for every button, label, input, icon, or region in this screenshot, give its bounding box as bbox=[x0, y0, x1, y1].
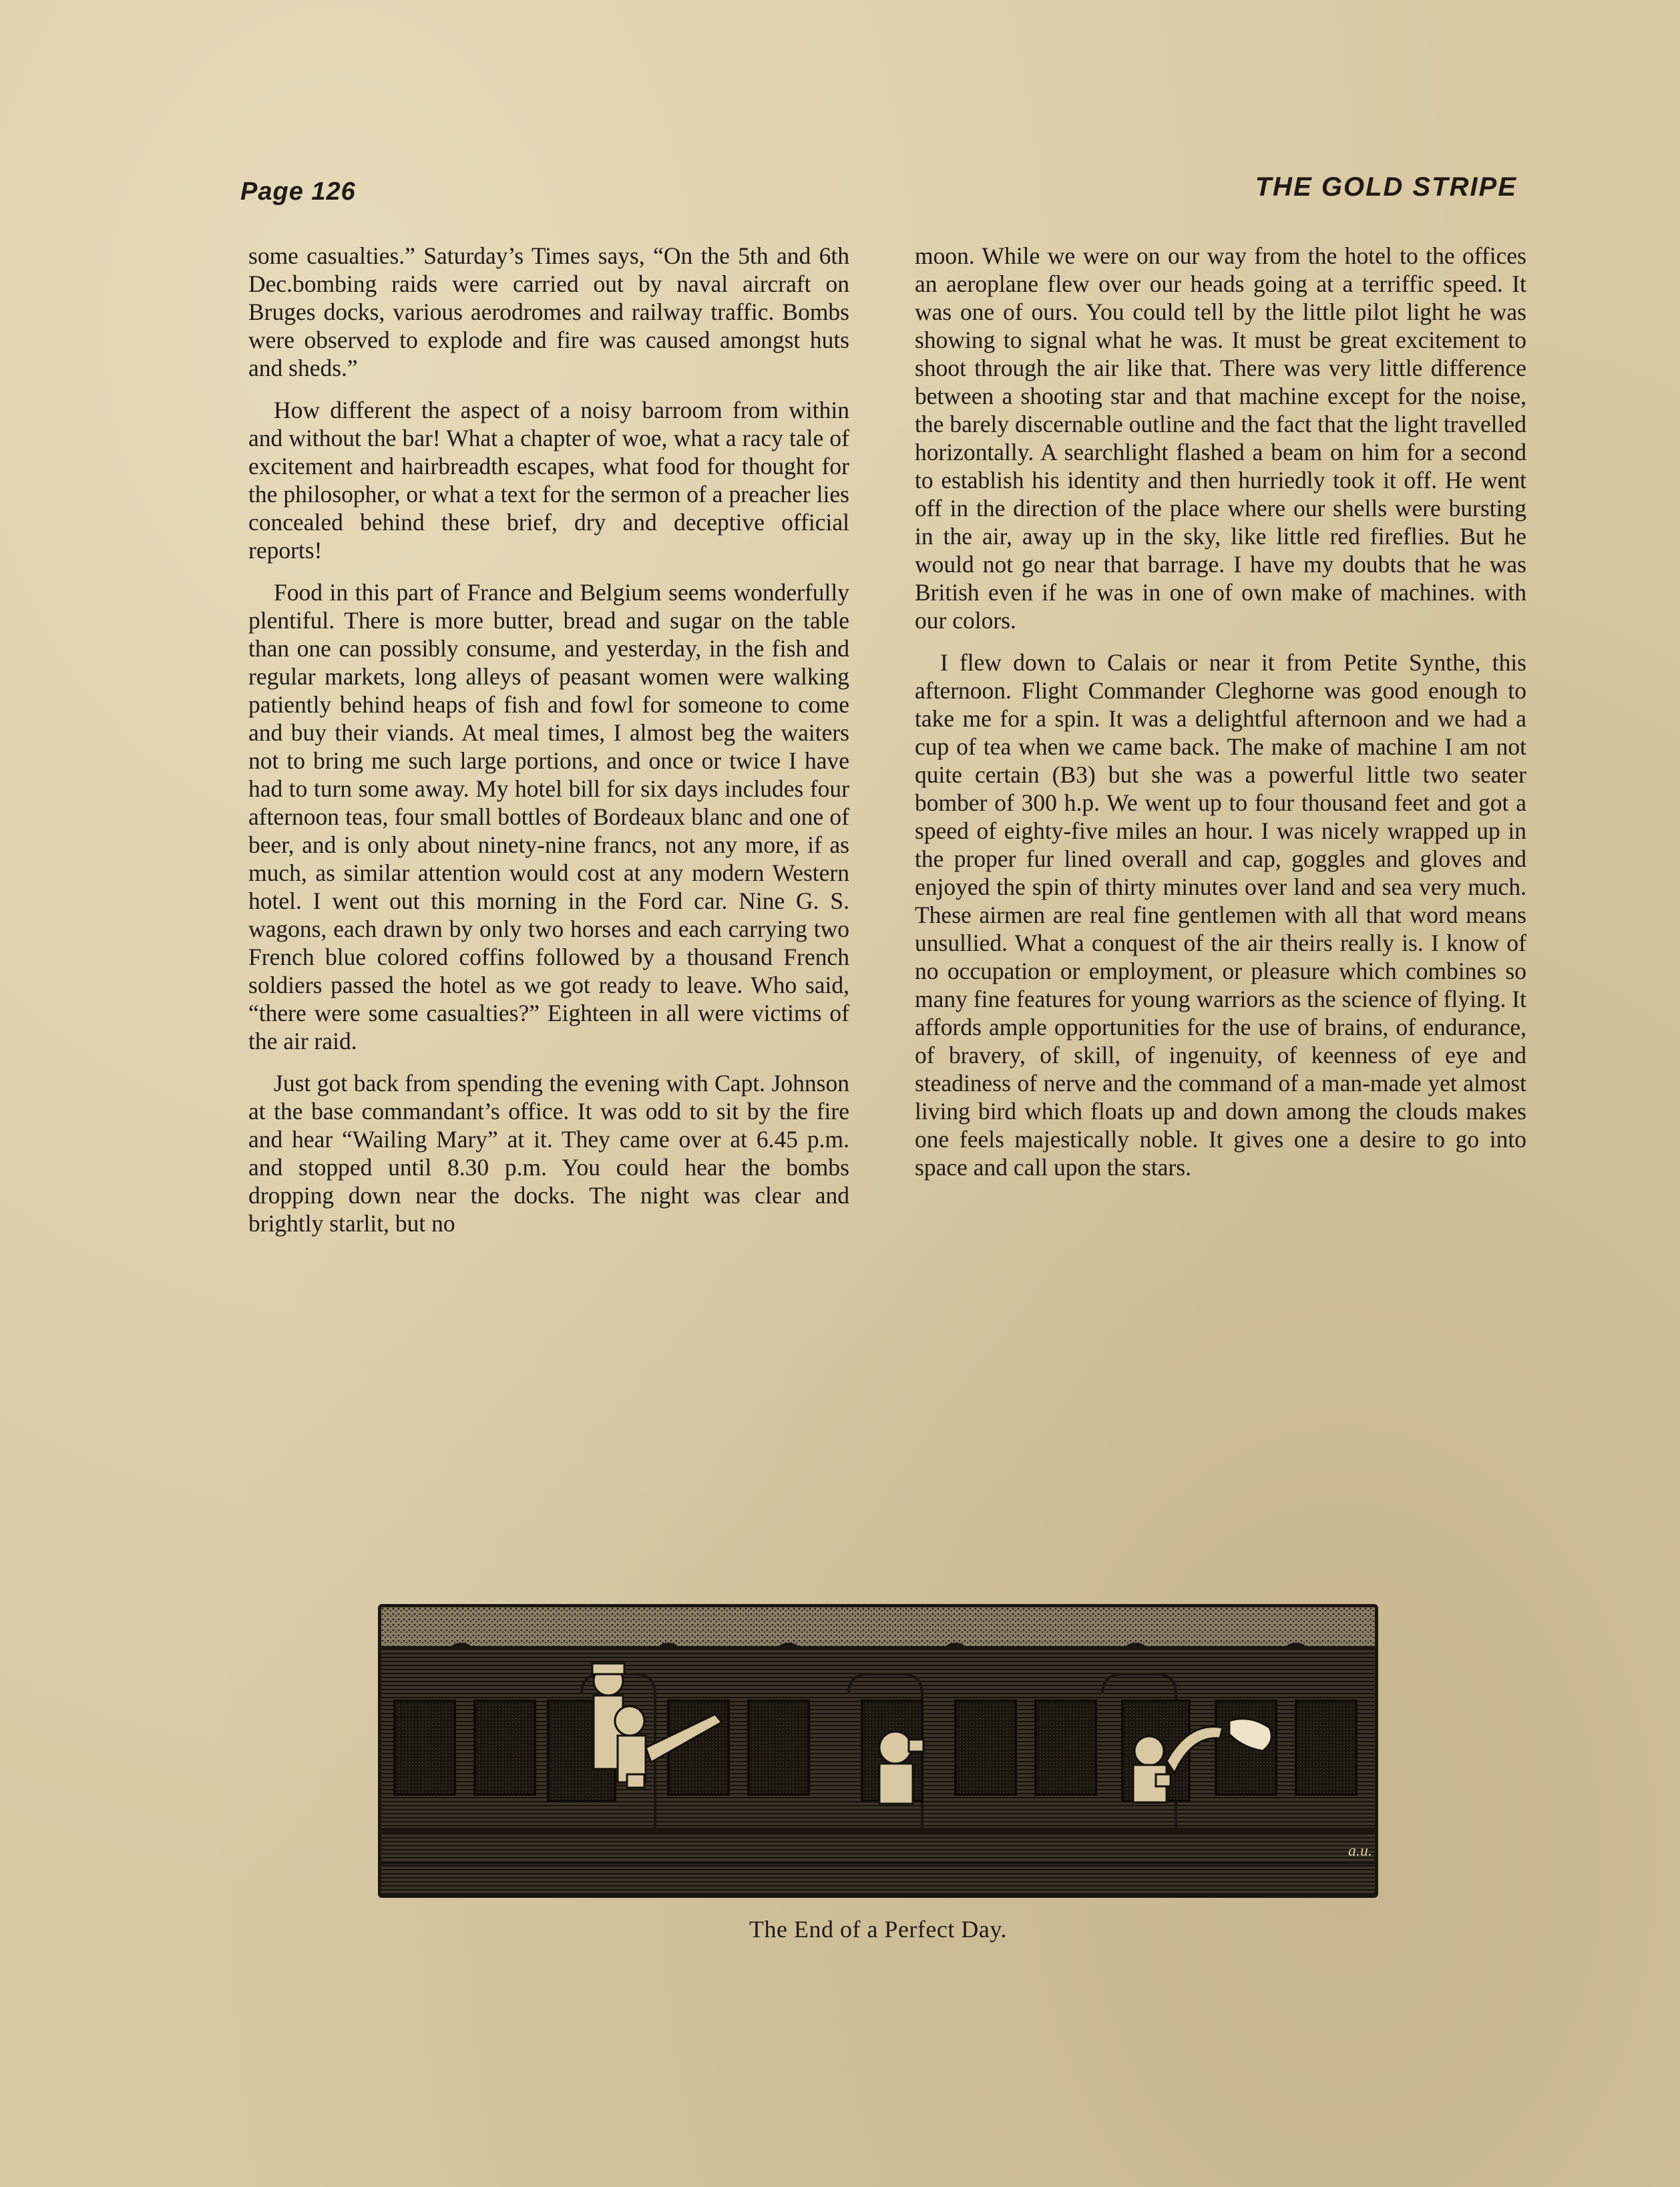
right-column bbox=[915, 242, 1526, 1195]
paragraph: some casualties.” Saturday’s Times says, “On the 5th and 6th Dec.bombing raids were carried out by naval aircraft on Bruges docks, various aerodromes and railway traffic. Bombs were observed to explode and fire was caused amongst huts and sheds.” bbox=[248, 242, 849, 381]
page-number: Page 126 bbox=[240, 178, 356, 206]
paragraph: Just got back from spending the evening with Capt. Johnson at the base commandant’s office. It was odd to sit by the fire and hear “Wailing Mary” at it. They came over at 6.45 p.m. and stopped until 8.30 p.m. You could hear the bombs dropping down near the docks. The night was clear and brightly starlit, but no bbox=[248, 1070, 849, 1237]
paragraph: How different the aspect of a noisy barroom from within and without the bar! What a chapter of woe, what a racy tale of excitement and hairbreadth escapes, what food for thought for the philosopher, or what a text for the sermon of a preacher lies concealed behind these brief, dry and deceptive official reports! bbox=[248, 397, 849, 564]
journal-title: THE GOLD STRIPE bbox=[1255, 172, 1517, 202]
paragraph: I flew down to Calais or near it from Petite Synthe, this afternoon. Flight Commander Cleghorne was good enough to take me for a spin. It was a delightful afternoon and we had a cup of tea when we came back. The make of machine I am not quite certain (B3) but she was a powerful little two seater bomber of 300 h.p. We went up to four thousand feet and got a speed of eighty-five miles an hour. I was nicely wrapped up in the proper fur lined overall and cap, goggles and gloves and enjoyed the spin of thirty minutes over land and sea very much. These airmen are real fine gentlemen with all that word means unsullied. What a conquest of the air theirs really is. I know of no occupation or employment, or pleasure which combines so many fine features for young warriors as the science of flying. It affords ample opportunities for the use of brains, of endurance, of bravery, of skill, of ingenuity, of keenness of eye and steadiness of nerve and the command of a man-made yet almost living bird which floats up and down among the clouds makes one feels majestically noble. It gives one a desire to go into space and call upon the stars. bbox=[915, 649, 1526, 1181]
illustration-caption: The End of a Perfect Day. bbox=[749, 1916, 1007, 1943]
paragraph: Food in this part of France and Belgium seems wonderfully plentiful. There is more butter, bread and sugar on the table than one can possibly consume, and yesterday, in the fish and regular markets, long alleys of peasant women were walking patiently behind heaps of fish and fowl for someone to come and buy their viands. At meal times, I almost beg the waiters not to bring me such large portions, and once or twice I have had to turn some away. My hotel bill for six days includes four afternoon teas, four small bottles of Bordeaux blanc and one of beer, and is only about ninety-nine francs, not any more, if as much, as similar attention would cost at any modern Western hotel. I went out this morning in the Ford car. Nine G. S. wagons, each drawn by only two horses and each carrying two French blue colored coffins followed by a thousand French soldiers passed the hotel as we got ready to leave. Who said, “there were some casualties?” Eighteen in all were victims of the air raid. bbox=[248, 579, 849, 1054]
railway-carriage-illustration bbox=[378, 1604, 1378, 1898]
artist-signature: a.u. bbox=[1348, 1842, 1372, 1860]
paragraph: moon. While we were on our way from the hotel to the offices an aeroplane flew over our heads going at a terriffic speed. It was one of ours. You could tell by the little pilot light he was showing to signal what he was. It must be great excitement to shoot through the air like that. There was very little difference between a shooting star and that machine except for the noise, the barely discernable outline and the fact that the light travelled horizontally. A searchlight flashed a beam on him for a second to establish his identity and then hurriedly took it off. He went off in the direction of the place where our shells were bursting in the air, away up in the sky, like little red fireflies. But he would not go near that barrage. I have my doubts that he was British even if he was in one of own make of machines. with our colors. bbox=[915, 242, 1526, 634]
left-column bbox=[248, 242, 849, 1251]
